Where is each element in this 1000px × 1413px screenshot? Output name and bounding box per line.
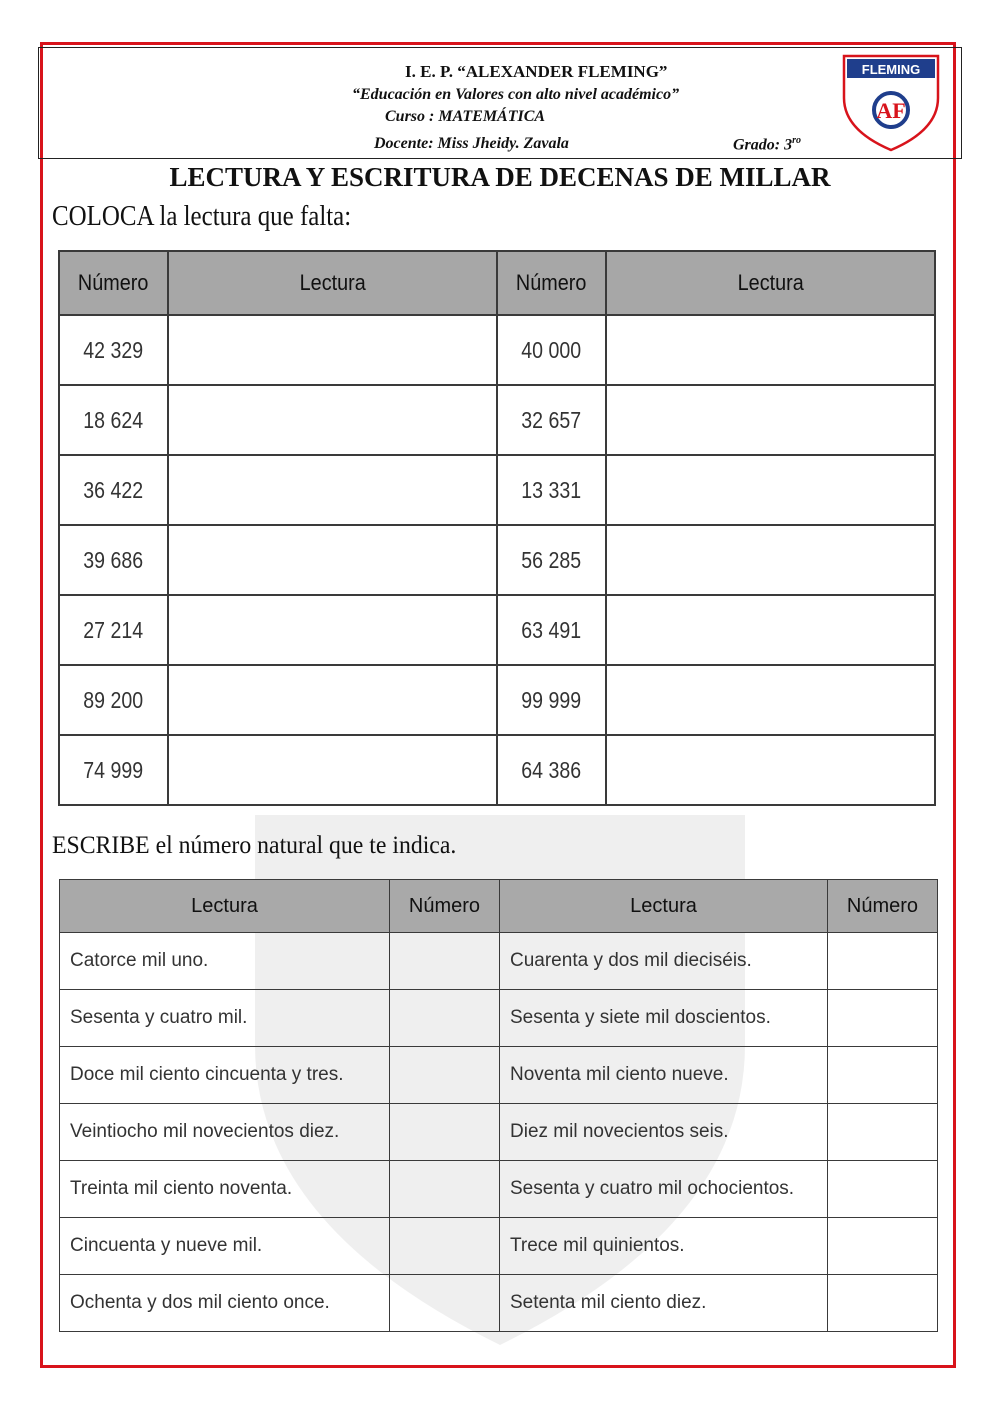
reading-answer-cell[interactable] xyxy=(606,315,935,385)
number-cell: 99 999 xyxy=(497,665,606,735)
logo-text: FLEMING xyxy=(861,62,921,77)
table-row xyxy=(60,1161,938,1218)
reading-answer-cell[interactable] xyxy=(606,455,935,525)
col-header-number: Número xyxy=(497,251,606,315)
page-title: LECTURA Y ESCRITURA DE DECENAS DE MILLAR xyxy=(169,162,831,192)
number-cell: 27 214 xyxy=(59,595,168,665)
table-row xyxy=(60,1047,938,1104)
number-answer-cell[interactable] xyxy=(390,933,500,990)
reading-answer-cell[interactable] xyxy=(168,455,497,525)
reading-answer-cell[interactable] xyxy=(168,315,497,385)
reading-answer-cell[interactable] xyxy=(168,595,497,665)
reading-text-cell: Diez mil novecientos seis. xyxy=(500,1104,828,1161)
table-row xyxy=(59,735,935,805)
reading-text-cell: Trece mil quinientos. xyxy=(500,1218,828,1275)
table-row xyxy=(59,665,935,735)
table-row xyxy=(60,1104,938,1161)
number-writing-table xyxy=(59,879,938,1332)
number-cell: 39 686 xyxy=(59,525,168,595)
teacher-label: Docente: Miss Jheidy. Zavala xyxy=(374,135,569,152)
reading-answer-cell[interactable] xyxy=(606,385,935,455)
reading-answer-cell[interactable] xyxy=(168,525,497,595)
number-answer-cell[interactable] xyxy=(390,1104,500,1161)
number-cell: 64 386 xyxy=(497,735,606,805)
reading-answer-cell[interactable] xyxy=(168,665,497,735)
number-answer-cell[interactable] xyxy=(828,1275,938,1332)
number-answer-cell[interactable] xyxy=(390,1047,500,1104)
reading-text-cell: Sesenta y cuatro mil ochocientos. xyxy=(500,1161,828,1218)
number-cell: 40 000 xyxy=(497,315,606,385)
logo-monogram: AF xyxy=(876,98,906,123)
reading-answer-cell[interactable] xyxy=(168,385,497,455)
reading-table-header-row xyxy=(59,251,935,315)
col-header-number: Número xyxy=(59,251,168,315)
number-cell: 18 624 xyxy=(59,385,168,455)
table-row xyxy=(60,990,938,1047)
reading-answer-cell[interactable] xyxy=(606,595,935,665)
reading-answer-cell[interactable] xyxy=(606,525,935,595)
grade-label: Grado: $3^{ro}$ xyxy=(733,135,802,154)
number-cell: 32 657 xyxy=(497,385,606,455)
reading-text-cell: Treinta mil ciento noventa. xyxy=(60,1161,390,1218)
reading-text-cell: Setenta mil ciento diez. xyxy=(500,1275,828,1332)
reading-text-cell: Sesenta y cuatro mil. xyxy=(60,990,390,1047)
reading-text-cell: Cuarenta y dos mil dieciséis. xyxy=(500,933,828,990)
table-row xyxy=(59,595,935,665)
reading-text-cell: Sesenta y siete mil doscientos. xyxy=(500,990,828,1047)
col-header-reading: Lectura xyxy=(500,880,828,933)
number-answer-cell[interactable] xyxy=(828,933,938,990)
reading-text-cell: Doce mil ciento cincuenta y tres. xyxy=(60,1047,390,1104)
col-header-number: Número xyxy=(828,880,938,933)
number-answer-cell[interactable] xyxy=(828,990,938,1047)
reading-text-cell: Ochenta y dos mil ciento once. xyxy=(60,1275,390,1332)
number-answer-cell[interactable] xyxy=(390,1218,500,1275)
section1-instruction: COLOCA la lectura que falta: xyxy=(52,200,352,232)
number-cell: 89 200 xyxy=(59,665,168,735)
col-header-reading: Lectura xyxy=(60,880,390,933)
reading-answer-cell[interactable] xyxy=(606,735,935,805)
number-cell: 63 491 xyxy=(497,595,606,665)
reading-answer-cell[interactable] xyxy=(606,665,935,735)
col-header-reading: Lectura xyxy=(168,251,497,315)
reading-answer-cell[interactable] xyxy=(168,735,497,805)
reading-table xyxy=(58,250,936,806)
number-answer-cell[interactable] xyxy=(828,1047,938,1104)
section2-instruction: ESCRIBE el número natural que te indica. xyxy=(52,832,457,859)
number-cell: 42 329 xyxy=(59,315,168,385)
col-header-reading: Lectura xyxy=(606,251,935,315)
number-answer-cell[interactable] xyxy=(828,1218,938,1275)
school-shield-logo-icon xyxy=(838,52,944,152)
number-cell: 36 422 xyxy=(59,455,168,525)
number-cell: 74 999 xyxy=(59,735,168,805)
number-answer-cell[interactable] xyxy=(828,1161,938,1218)
col-header-number: Número xyxy=(390,880,500,933)
table-row xyxy=(60,1218,938,1275)
course-label: Curso : MATEMÁTICA xyxy=(385,108,546,125)
table-row xyxy=(60,1275,938,1332)
reading-text-cell: Veintiocho mil novecientos diez. xyxy=(60,1104,390,1161)
number-cell: 56 285 xyxy=(497,525,606,595)
table-row xyxy=(59,315,935,385)
reading-text-cell: Catorce mil uno. xyxy=(60,933,390,990)
table-row xyxy=(59,525,935,595)
reading-text-cell: Cincuenta y nueve mil. xyxy=(60,1218,390,1275)
number-answer-cell[interactable] xyxy=(390,990,500,1047)
school-name: I. E. P. “ALEXANDER FLEMING” xyxy=(405,62,668,81)
number-answer-cell[interactable] xyxy=(390,1275,500,1332)
number-table-header-row xyxy=(60,880,938,933)
number-answer-cell[interactable] xyxy=(828,1104,938,1161)
table-row xyxy=(59,455,935,525)
table-row xyxy=(60,933,938,990)
number-cell: 13 331 xyxy=(497,455,606,525)
school-motto: “Educación en Valores con alto nivel académico” xyxy=(352,86,680,103)
number-answer-cell[interactable] xyxy=(390,1161,500,1218)
reading-text-cell: Noventa mil ciento nueve. xyxy=(500,1047,828,1104)
table-row xyxy=(59,385,935,455)
